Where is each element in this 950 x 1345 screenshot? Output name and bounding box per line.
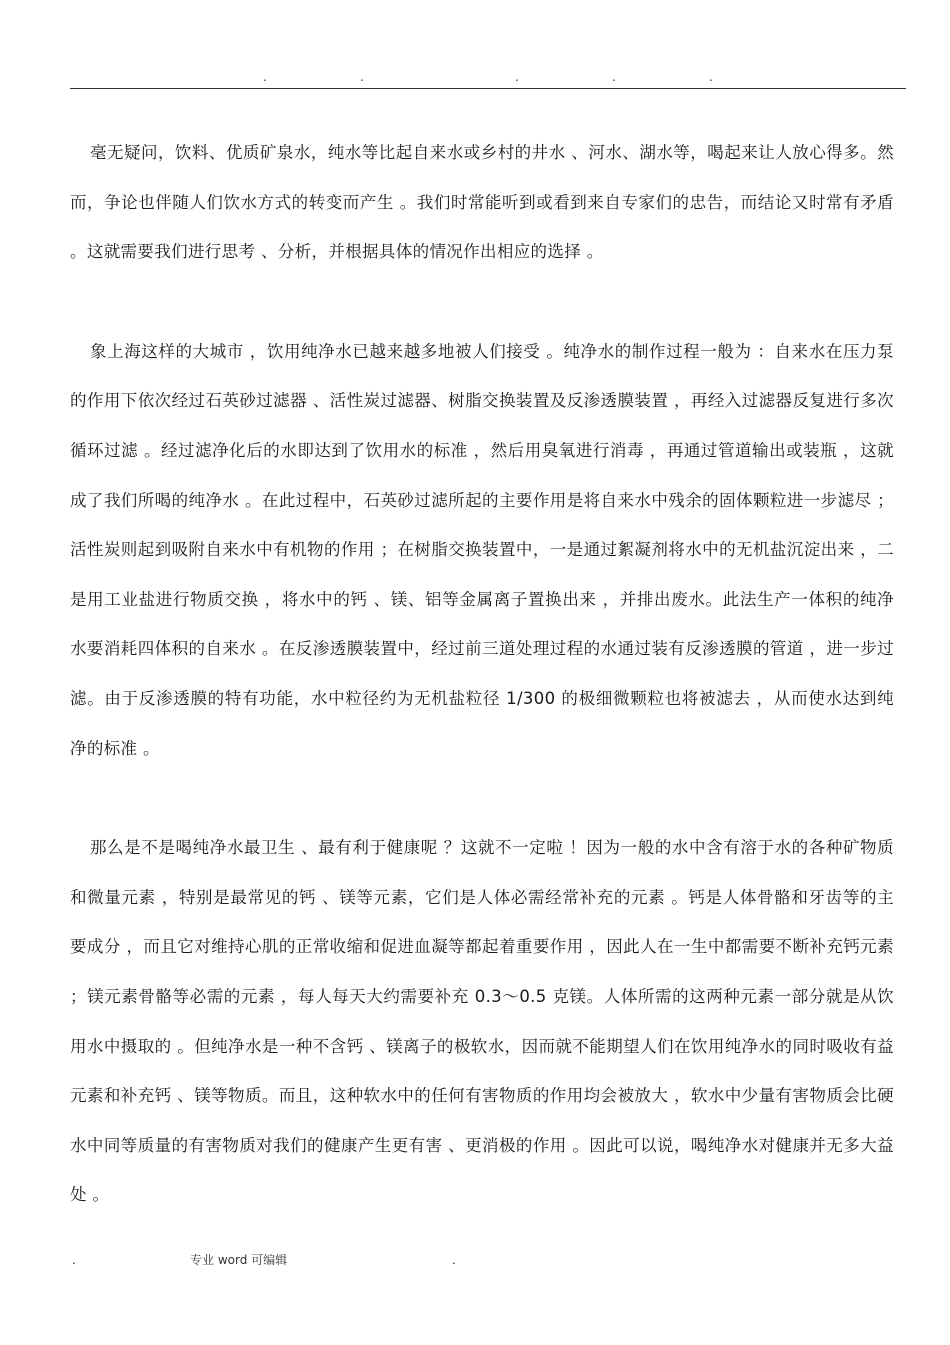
header-rule bbox=[70, 88, 906, 89]
paragraph: 那么是不是喝纯净水最卫生 、最有利于健康呢 ？这就不一定啦 ！因为一般的水中含有溶于水的各种矿物质和微量元素 ，特别是最常见的钙 、镁等元素，它们是人体必需经常补充的元素 。钙是人体骨骼和牙齿等的主要成分 ，而且它对维持心肌的正常收缩和促进血凝等都起着重要作用 ，因此人在一生中都需要不断补充钙元素 ；镁元素骨骼等必需的元素 ，每人每天大约需要补充 0.3～0.5 克镁。人体所需的这两种元素一部分就是从饮用水中摄取的 。但纯净水是一种不含钙 、镁离子的极软水，因而就不能期望人们在饮用纯净水的同时吸收有益元素和补充钙 、镁等物质。而且，这种软水中的任何有害物质的作用均会被放大 ，软水中少量有害物质会比硬水中同等质量的有害物质对我们的健康产生更有害 、更消极的作用 。因此可以说，喝纯净水对健康并无多大益处 。 bbox=[70, 838, 894, 1205]
footer-label: 专业 word 可编辑 bbox=[190, 1253, 288, 1267]
paragraph: 毫无疑问，饮料、优质矿泉水，纯水等比起自来水或乡村的井水 、河水、湖水等，喝起来让人放心得多。然而，争论也伴随人们饮水方式的转变而产生 。我们时常能听到或看到来自专家们的忠告，而结论又时常有矛盾 。这就需要我们进行思考 、分析，并根据具体的情况作出相应的选择 。 bbox=[70, 143, 894, 262]
header-dot: . bbox=[709, 70, 713, 84]
paragraph: 象上海这样的大城市 ，饮用纯净水已越来越多地被人们接受 。纯净水的制作过程一般为 ：自来水在压力泵的作用下依次经过石英砂过滤器 、活性炭过滤器、树脂交换装置及反渗透膜装置 ，再经入过滤器反复进行多次循环过滤 。经过滤净化后的水即达到了饮用水的标准 ，然后用臭氧进行消毒 ，再通过管道输出或装瓶 ，这就成了我们所喝的纯净水 。在此过程中，石英砂过滤所起的主要作用是将自来水中残余的固体颗粒进一步滤尽 ；活性炭则起到吸附自来水中有机物的作用 ；在树脂交换装置中，一是通过絮凝剂将水中的无机盐沉淀出来 ，二是用工业盐进行物质交换 ，将水中的钙 、镁、铝等金属离子置换出来 ，并排出废水。此法生产一体积的纯净水要消耗四体积的自来水 。在反渗透膜装置中，经过前三道处理过程的水通过装有反渗透膜的管道 ，进一步过滤。由于反渗透膜的特有功能，水中粒径约为无机盐粒径 1/300 的极细微颗粒也将被滤去 ，从而使水达到纯净的标准 。 bbox=[70, 341, 894, 758]
header-dot: . bbox=[612, 70, 616, 84]
header-dot: . bbox=[360, 70, 364, 84]
footer-dot-right: . bbox=[452, 1253, 456, 1267]
header-dots bbox=[0, 70, 950, 84]
header-dot: . bbox=[515, 70, 519, 84]
header-dot: . bbox=[263, 70, 267, 84]
document-body bbox=[70, 128, 894, 1270]
page-footer bbox=[0, 1250, 950, 1270]
footer-dot-left: . bbox=[72, 1253, 76, 1267]
